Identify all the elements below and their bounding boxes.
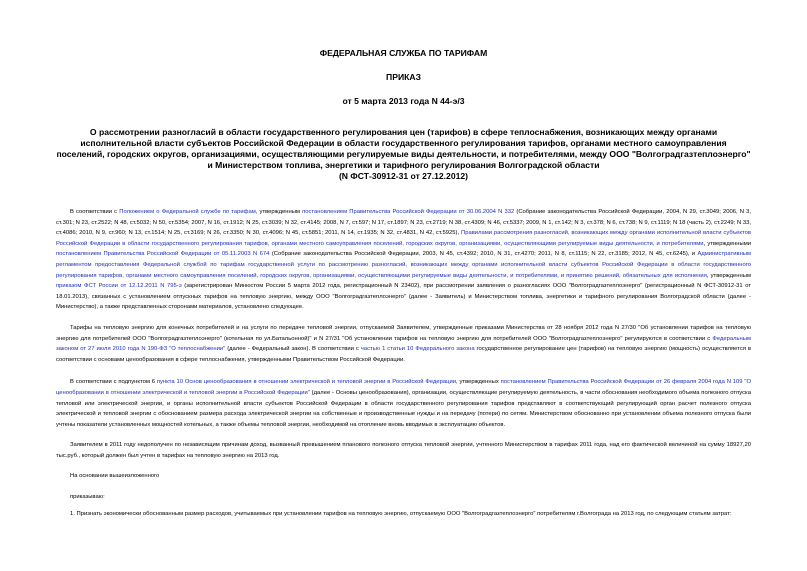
paragraph-text: Заявителем в 2011 году недополучен по независящим причинам доход, вызванный превышением планового полезного отпуска тепловой энергии, учтенного Министерством в тарифах 2011 года, над его фактической величиной на сумму 18927,20 тыс.руб., который должен был учтен в тарифах на тепловую энергию на 2013 год. — [56, 442, 751, 459]
legal-reference-link[interactable]: постановлением Правительства Российской Федерации от 05.11.2003 N 674 — [56, 251, 270, 258]
document-type-heading: ПРИКАЗ — [386, 72, 421, 82]
paragraph-text: , утвержденным — [706, 272, 751, 279]
title-text: О рассмотрении разногласий в области государственного регулирования цен (тарифов) в сфере теплоснабжения, возникающих между органами исполнительной власти субъектов Российской Федерации в области государственного регулирования тарифов, органами местного самоуправления поселений, городских округов, организациями, осуществляющими регулируемые виды деятельности, и потребителями, между ООО "Волгоградгазтеплоэнерго" и Министерством топлива, энергетики и тарифного регулирования Волгоградской области — [56, 127, 751, 170]
legal-reference-link[interactable]: Федеральным законом от 27 июля 2010 года N 190-ФЗ "О теплоснабжении" — [56, 335, 751, 353]
paragraph-text: , утвержденных — [456, 379, 501, 386]
paragraph-text: (Собрание законодательства Российской Федерации, 2004, N 29, ст.3049; 2006, N 3, ст.301; N 23, ст.2522; N 48, ст.5032; N 50, ст.5354; 2007, N 16, ст.1912; N 25, ст.3039; N 32, ст.4145; 2008, N 7, ст.597; N 17, ст.1897; N 23, ст.2719; N 38, ст.4309; N 46, ст.5337; 2009, N 1, ст.142; N 3, ст.378; N 6, ст.738; N 9, ст.1119; N 18 (часть 2), ст.2249; N 33, ст.4086; 2010, N 9, ст.960; N 13, ст.1514; N 25, ст.3169; N 26, ст.3350; N 30, ст.4096; N 45, ст.5851; 2011, N 14, ст.1935; N 32, ст.4831, N 42, ст.5925), — [56, 209, 751, 237]
legal-reference-link[interactable]: Правилами рассмотрения разногласий, возникающих между органами исполнительной власти субъектов Российской Федерации в области государственного регулирования тарифов, органами местного самоуправления поселений, городских округов, организациями, осуществляющими регулируемые виды деятельности, и потребителями — [56, 230, 751, 247]
legal-reference-link[interactable]: Положением о Федеральной службе по тарифам — [119, 209, 256, 215]
paragraph-legal-basis — [56, 207, 751, 313]
legal-reference-link[interactable]: Административным регламентом предоставления Федеральной службой по тарифам государственной услуги по рассмотрению разногласий, возникающих между органами исполнительной власти субъектов Российской Федерации в области государственного регулирования тарифов, органами местного самоуправления поселений, городских округов, организациями, осуществляющими регулируемые виды деятельности, и потребителями, и принятию решений, обязательных для исполнения — [56, 251, 752, 279]
legal-reference-link[interactable]: постановлением Правительства Российской Федерации от 26 февраля 2004 года N 109 "О ценообразовании в отношении электрической и тепловой энергии в Российской Федерации" — [56, 379, 751, 396]
paragraph-on-basis — [56, 471, 751, 482]
paragraph-order-word — [56, 492, 751, 503]
paragraph-tariffs — [56, 323, 751, 365]
paragraph-text: (далее - Федеральный закон). В соответствии с — [225, 346, 361, 353]
legal-reference-link[interactable]: приказом ФСТ России от 12.12.2011 N 795-э — [56, 283, 182, 290]
legal-reference-link[interactable]: частью 1 статьи 10 Федерального закона — [360, 346, 475, 353]
paragraph-lost-income — [56, 440, 751, 461]
paragraph-text: , утвержденным — [255, 209, 303, 215]
paragraph-text: В соответствии с — [70, 209, 120, 215]
legal-reference-link[interactable]: пункта 10 Основ ценообразования в отношении электрической и тепловой энергии в Российской Федерации — [156, 379, 456, 386]
paragraph-text: В соответствии с подпунктом 6 — [70, 379, 157, 386]
agency-heading: ФЕДЕРАЛЬНАЯ СЛУЖБА ПО ТАРИФАМ — [319, 48, 488, 58]
paragraph-text: государственное регулирование цен (тарифов) на тепловую энергию (мощность) осуществляется в соответствии с основами ценообразования в сфере теплоснабжения, утвержденными Правительством Российской Федерации. — [56, 346, 752, 363]
paragraph-text: (далее - Основы ценообразования), организации, осуществляющие регулируемую деятельность, в части обоснования необходимого объема полезного отпуска тепловой или электрической энергии, и органы исполнительной власти субъектов Российской Федерации в области государственного регулирования тарифов представляют в соответствующий регулирующий орган расчет полезного отпуска электрической и тепловой энергии с обоснованием размера расхода электрической энергии на собственные и производственные нужды и на передачу (потери) по сетям. Министерством обоснованно при установлении объема полезного отпуска были учтены показатели установленных мощностей котельных, а также объемы тепловой энергии, необходимой на отопление вновь вводимых в эксплуатацию объектов. — [56, 389, 751, 428]
paragraph-text: Тарифы на тепловую энергию для конечных потребителей и на услуги по передаче тепловой энергии, отпускаемой Заявителем, утвержденные приказами Министерства от 28 ноября 2012 года N 27/30 "Об установлении тарифов на тепловую энергию для потребителей ООО "Волгоградгазтеплоэнерго" (котельная по ул.Батальонной)" и N 27/31 "Об установлении тарифов на тепловую энергию для потребителей ООО "Волгоградгазтеплоэнерго" регулируются в соответствии с — [56, 324, 751, 342]
paragraph-text: (зарегистрирован Минюстом России 5 марта 2012 года, регистрационный N 23402), при рассмотрении заявления о разногласиях ООО "Волгоградгазтеплоэнерго" (регистрационный N ФСТ-30912-31 от 18.01.2013), связанных с установлением отпускных тарифов на тепловую энергию, между ООО "Волгоградгазтеплоэнерго" (далее - Заявитель) и Министерством топлива, энергетики и тарифного регулирования Волгоградской области (далее - Министерство), а также представленных сторонами материалов, установлено следующее. — [56, 283, 751, 311]
paragraph-text: На основании вышеизложенного — [70, 473, 160, 480]
paragraph-text: приказываю: — [70, 494, 105, 501]
date-number-heading: от 5 марта 2013 года N 44-э/3 — [342, 96, 465, 106]
paragraph-text: (Собрание законодательства Российской Федерации, 2003, N 45, ст.4392; 2010, N 31, ст.4270; 2011, N 8, ст.1115; N 22, ст.3185; 2012, N 45, ст.6245), и — [269, 251, 698, 258]
legal-reference-link[interactable]: постановлением Правительства Российской Федерации от 30.06.2004 N 332 — [302, 209, 515, 215]
document-title — [56, 127, 751, 182]
paragraph-text: , утвержденными — [703, 240, 751, 247]
title-reference: (N ФСТ-30912-31 от 27.12.2012) — [338, 171, 469, 181]
paragraph-pricing-basis — [56, 377, 751, 430]
paragraph-item-1 — [56, 509, 751, 520]
paragraph-text: 1. Признать экономически обоснованным размер расходов, учитываемых при установлении тарифов на тепловую энергию, отпускаемую ООО "Волгоградгазтеплоэнерго" потребителям г.Волгограда на 2013 год, по следующим статьям затрат: — [70, 510, 732, 517]
